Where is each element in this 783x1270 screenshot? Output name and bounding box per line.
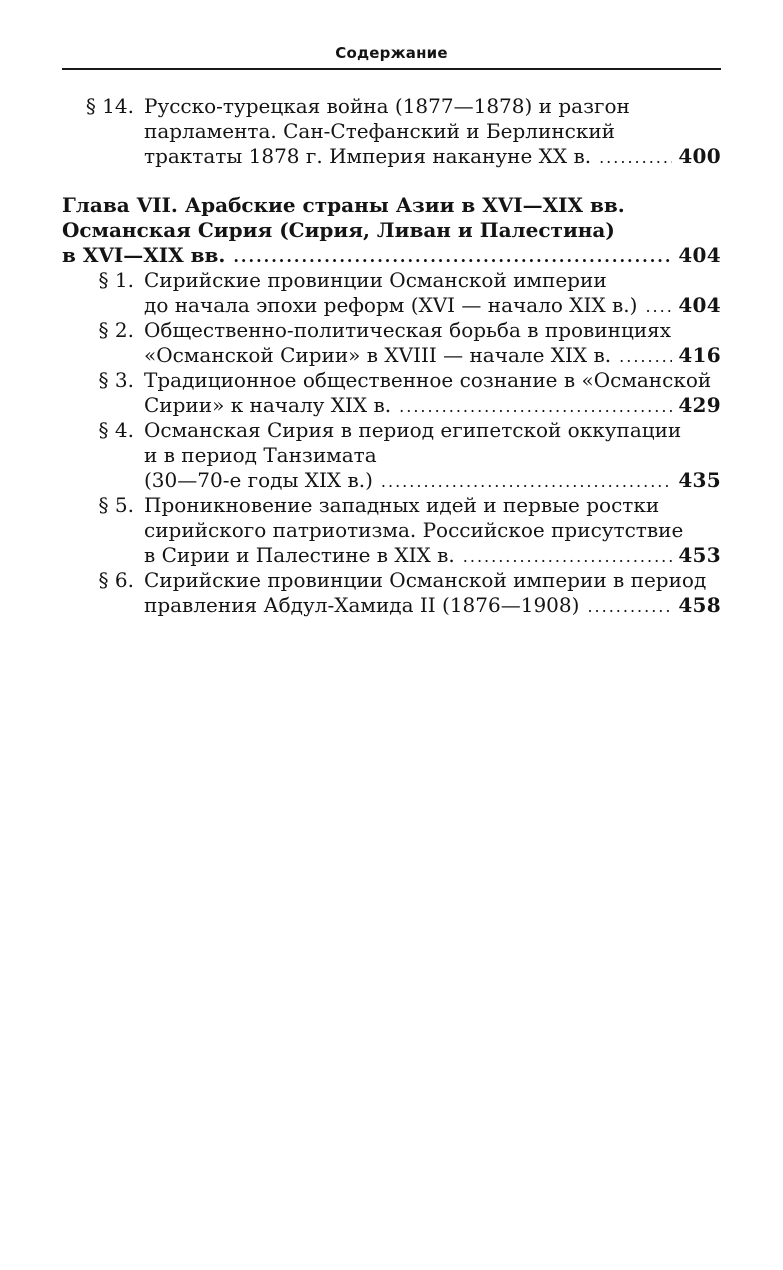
- entry-line: Сирийские провинции Османской империи: [144, 268, 607, 292]
- entry-line: правления Абдул-Хамида II (1876—1908): [144, 593, 580, 617]
- toc-entry-section-5[interactable]: [62, 493, 721, 568]
- entry-line: Общественно-политическая борьба в провинциях: [144, 318, 672, 342]
- section-number: § 6.: [98, 568, 134, 592]
- page-number: 435: [678, 468, 721, 492]
- page-number: 453: [678, 543, 721, 567]
- entry-line: Сирии» к началу XIX в.: [144, 393, 392, 417]
- section-number: § 2.: [98, 318, 134, 342]
- entry-line: трактаты 1878 г. Империя накануне XX в.: [144, 144, 592, 168]
- entry-line: парламента. Сан-Стефанский и Берлинский: [144, 119, 616, 143]
- running-head: Содержание: [335, 44, 448, 62]
- toc-entry-section-14[interactable]: [62, 94, 721, 169]
- toc-entry-section-4[interactable]: [62, 418, 721, 493]
- dot-leader: [619, 344, 672, 368]
- page-number: 404: [678, 293, 721, 317]
- entry-line: сирийского патриотизма. Российское присутствие: [144, 518, 684, 542]
- page-number: 458: [678, 593, 721, 617]
- toc-entry-chapter-7[interactable]: [62, 193, 721, 268]
- section-number: § 1.: [98, 268, 134, 292]
- section-number: § 4.: [98, 418, 134, 442]
- dot-leader: [381, 469, 672, 493]
- section-number: § 3.: [98, 368, 134, 392]
- toc-entry-section-3[interactable]: [62, 368, 721, 418]
- entry-line: и в период Танзимата: [144, 443, 377, 467]
- page-number: 416: [678, 343, 721, 367]
- chapter-title-line: Глава VII. Арабские страны Азии в XVI—XIX вв.: [62, 193, 625, 217]
- toc-entry-section-6[interactable]: [62, 568, 721, 618]
- entry-line: Традиционное общественное сознание в «Османской: [144, 368, 712, 392]
- header-rule: [62, 68, 721, 70]
- section-number: § 14.: [85, 94, 134, 118]
- page-number: 400: [678, 144, 721, 168]
- dot-leader: [399, 394, 672, 418]
- entry-line: Русско-турецкая война (1877—1878) и разгон: [144, 94, 630, 118]
- entry-line: до начала эпохи реформ (XVI — начало XIX в.): [144, 293, 638, 317]
- entry-line: (30—70-е годы XIX в.): [144, 468, 373, 492]
- chapter-title-line: в XVI—XIX вв.: [62, 243, 226, 267]
- dot-leader: [587, 594, 672, 618]
- dot-leader: [645, 294, 672, 318]
- dot-leader: [463, 544, 673, 568]
- page-number: 429: [678, 393, 721, 417]
- toc-entry-section-2[interactable]: [62, 318, 721, 368]
- toc-entry-section-1[interactable]: [62, 268, 721, 318]
- entry-line: Османская Сирия в период египетской оккупации: [144, 418, 682, 442]
- dot-leader: [233, 244, 672, 268]
- section-number: § 5.: [98, 493, 134, 517]
- table-of-contents: [62, 94, 721, 618]
- entry-line: Сирийские провинции Османской империи в период: [144, 568, 707, 592]
- chapter-title-line: Османская Сирия (Сирия, Ливан и Палестина): [62, 218, 615, 242]
- dot-leader: [599, 145, 672, 169]
- entry-line: в Сирии и Палестине в XIX в.: [144, 543, 455, 567]
- entry-line: «Османской Сирии» в XVIII — начале XIX в.: [144, 343, 612, 367]
- page-number: 404: [678, 243, 721, 267]
- entry-line: Проникновение западных идей и первые ростки: [144, 493, 660, 517]
